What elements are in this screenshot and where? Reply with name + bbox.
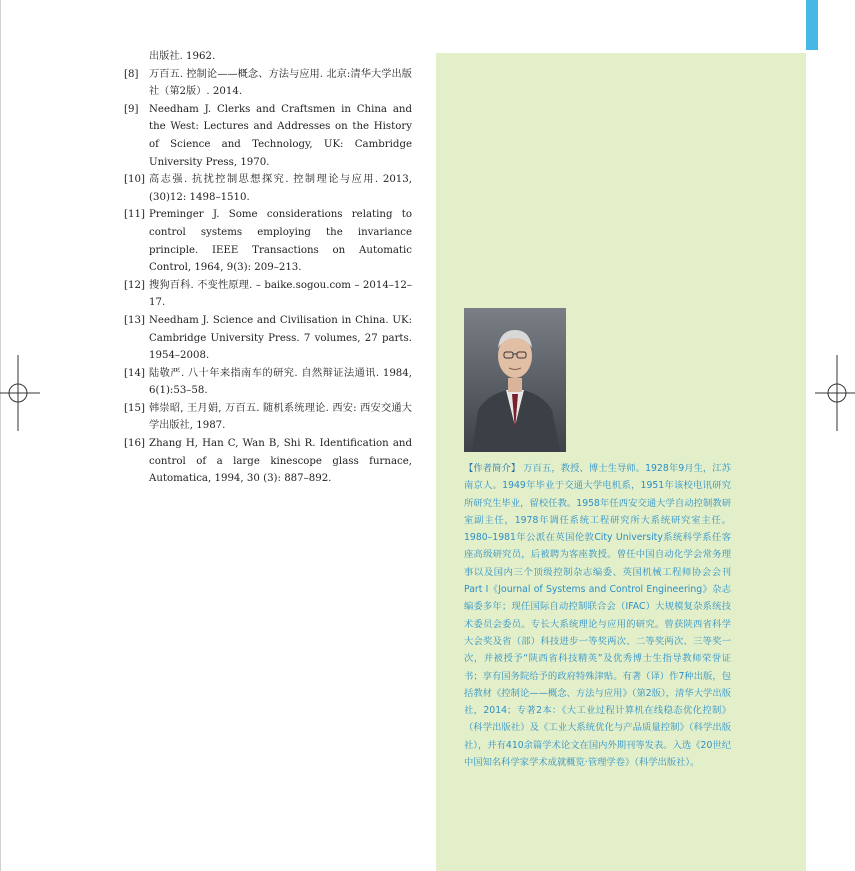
reference-text: 陆敬严. 八十年来指南车的研究. 自然辩证法通讯. 1984, 6(1):53–58.: [149, 367, 412, 397]
section-color-tab: [806, 0, 818, 50]
bio-text: 万百五，教授、博士生导师。1928年9月生，江苏南京人。1949年毕业于交通大学电机系，1951年该校电讯研究所研究生毕业，留校任教。1958年任西安交通大学自动控制教研室副主任，1978年调任系统工程研究所大系统研究室主任。1980–1981年公派在英国伦敦City University系统科学系任客座高级研究员，后被聘为客座教授。曾任中国自动化学会常务理事以及国内三个顶级控制杂志编委、英国机械工程师协会会刊 Part I《Journal of Systems and Control Engineering》杂志编委多年；现任国际自动控制联合会（IFAC）大规模复杂系统技术委员会委员。专长大系统理论与应用的研究。曾获陕西省科学大会奖及省（部）科技进步一等奖两次、二等奖两次、三等奖一次，并被授予“陕西省科技精英”及优秀博士生指导教师荣誉证书；享有国务院给予的政府特殊津贴。有著（译）作7种出版，包括教材《控制论——概念、方法与应用》（第2版），清华大学出版社，2014；专著2本：《大工业过程计算机在线稳态优化控制》（科学出版社）及《工业大系统优化与产品质量控制》（科学出版社），并有410余篇学术论文在国内外期刊等发表。入选《20世纪中国知名科学家学术成就概览·管理学卷》（科学出版社）。: [464, 463, 731, 769]
reference-text: 搜狗百科. 不变性原理. – baike.sogou.com – 2014–12–17.: [149, 279, 412, 309]
author-photo: [464, 308, 566, 452]
reference-number: [14]: [124, 367, 145, 379]
bio-heading: 【作者简介】: [464, 463, 521, 474]
reference-item: [124, 66, 412, 101]
reference-number: [12]: [124, 279, 145, 291]
reference-list: [124, 48, 412, 488]
reference-text: 万百五. 控制论——概念、方法与应用. 北京:清华大学出版社（第2版）. 2014.: [149, 68, 412, 98]
reference-text: Preminger J. Some considerations relating to control systems employing the invariance principle. IEEE Transactions on Automatic Control, 1964, 9(3): 209–213.: [149, 209, 412, 274]
reference-number: [10]: [124, 174, 145, 186]
reference-item: [124, 435, 412, 488]
reference-number: [13]: [124, 314, 145, 326]
reference-text: 韩崇昭, 王月娟, 万百五. 随机系统理论. 西安: 西安交通大学出版社, 1987.: [149, 402, 412, 432]
reference-item: [124, 206, 412, 276]
reference-number: [16]: [124, 438, 145, 450]
reference-item: [124, 365, 412, 400]
registration-mark-right-icon: [815, 355, 855, 431]
reference-item: [124, 277, 412, 312]
reference-number: [9]: [124, 103, 139, 115]
reference-text: Zhang H, Han C, Wan B, Shi R. Identification and control of a large kinescope glass furnace, Automatica, 1994, 30 (3): 887–892.: [149, 438, 412, 485]
reference-item: [124, 312, 412, 365]
author-bio: [464, 460, 731, 771]
reference-item: [124, 48, 412, 66]
reference-item: [124, 101, 412, 171]
reference-item: [124, 400, 412, 435]
registration-mark-left-icon: [0, 355, 40, 431]
page-left-edge: [0, 0, 1, 871]
reference-number: [11]: [124, 209, 145, 221]
reference-item: [124, 171, 412, 206]
reference-text: Needham J. Clerks and Craftsmen in China and the West: Lectures and Addresses on the History of Science and Technology, UK: Cambridge University Press, 1970.: [149, 103, 412, 168]
reference-number: [15]: [124, 402, 145, 414]
reference-number: [8]: [124, 68, 139, 80]
reference-text: 出版社. 1962.: [149, 51, 216, 62]
reference-text: 高志强. 抗扰控制思想探究. 控制理论与应用. 2013, (30)12: 1498–1510.: [149, 174, 412, 203]
reference-text: Needham J. Science and Civilisation in China. UK: Cambridge University Press. 7 volumes, 27 parts. 1954–2008.: [149, 314, 412, 362]
author-portrait-image: [464, 308, 566, 452]
